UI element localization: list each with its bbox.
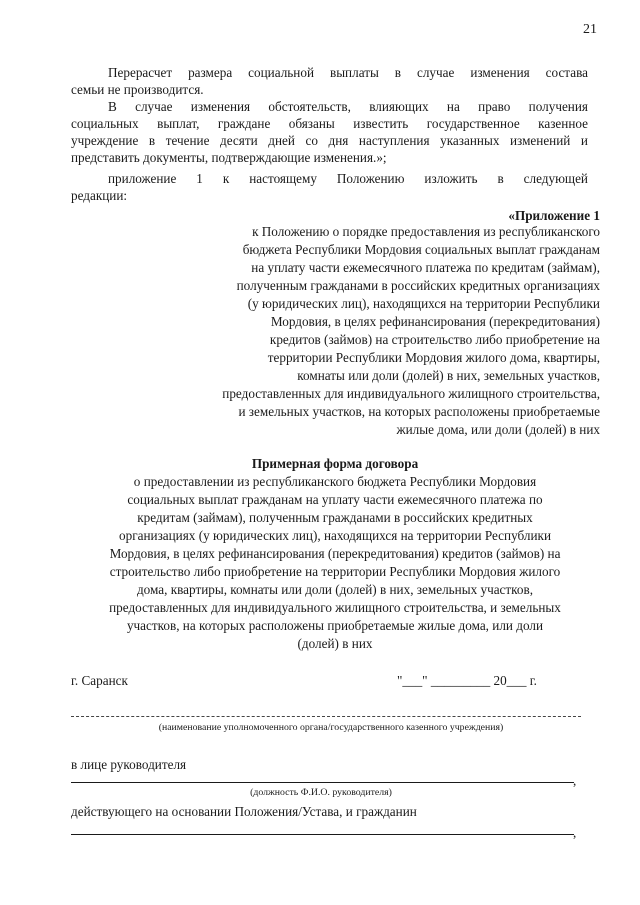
form-line: предоставленных для индивидуального жилищного строительства, и земельных	[109, 600, 561, 615]
paragraph-line: В случае изменения обстоятельств, влияющих на право получения	[108, 99, 588, 114]
appendix-title: «Приложение 1	[508, 208, 600, 223]
appendix-line: к Положению о порядке предоставления из республиканского	[252, 224, 600, 239]
paragraph-line: редакции:	[71, 188, 128, 203]
in-person-label: в лице руководителя	[71, 757, 187, 772]
paragraph-line: представить документы, подтверждающие изменения.»;	[71, 150, 387, 165]
appendix-line: кредитов (займов) на строительство либо приобретение на	[269, 332, 600, 347]
form-line: (долей) в них	[297, 636, 373, 651]
appendix-line: предоставленных для индивидуального жилищного строительства,	[222, 386, 600, 401]
appendix-line: территории Республики Мордовия жилого дома, квартиры,	[267, 350, 600, 365]
appendix-line: жилые дома, или доли (долей) в них	[396, 422, 600, 437]
form-line: кредитам (займам), полученным гражданами в российских кредитных	[137, 510, 533, 525]
page-number: 21	[583, 22, 597, 37]
appendix-line: (у юридических лиц), находящихся на территории Республики	[247, 296, 600, 311]
acting-basis-text: действующего на основании Положения/Устава, и гражданин	[71, 804, 417, 819]
paragraph-line: социальных выплат, граждане обязаны известить государственное казенное	[71, 116, 588, 131]
paragraph-line: приложение 1 к настоящему Положению изложить в следующей	[108, 171, 588, 186]
trailing-comma: ,	[573, 773, 577, 788]
appendix-line: полученным гражданами в российских кредитных организациях	[236, 278, 600, 293]
appendix-line: на уплату части ежемесячного платежа по кредитам (займам),	[251, 260, 600, 275]
organization-caption: (наименование уполномоченного органа/государственного казенного учреждения)	[158, 722, 504, 733]
organization-blank-line	[71, 716, 581, 717]
citizen-blank-line	[71, 834, 574, 835]
form-line: дома, квартиры, комнаты или доли (долей) в них, земельных участков,	[136, 582, 534, 597]
form-line: участков, на которых расположены приобретаемые жилые дома, или доли	[126, 618, 544, 633]
form-title: Примерная форма договора	[251, 456, 419, 471]
form-line: Мордовия, в целях рефинансирования (перекредитования) кредитов (займов) на	[109, 546, 561, 561]
date-field: "___" _________ 20___ г.	[397, 673, 537, 688]
paragraph-line: Перерасчет размера социальной выплаты в случае изменения состава	[108, 65, 588, 80]
paragraph-line: учреждение в течение десяти дней со дня наступления указанных изменений и	[71, 133, 588, 148]
position-caption: (должность Ф.И.О. руководителя)	[250, 787, 392, 798]
form-line: строительство либо приобретение на территории Республики Мордовия жилого	[109, 564, 561, 579]
appendix-line: Мордовия, в целях рефинансирования (перекредитования)	[270, 314, 600, 329]
position-blank-line	[71, 782, 574, 783]
appendix-line: комнаты или доли (долей) в них, земельных участков,	[297, 368, 600, 383]
form-line: организациях (у юридических лиц), находящихся на территории Республики	[119, 528, 551, 543]
city-label: г. Саранск	[71, 673, 128, 688]
appendix-line: бюджета Республики Мордовия социальных выплат гражданам	[242, 242, 600, 257]
appendix-line: и земельных участков, на которых расположены приобретаемые	[238, 404, 600, 419]
form-line: о предоставлении из республиканского бюджета Республики Мордовия	[133, 474, 537, 489]
paragraph-line: семьи не производится.	[71, 82, 204, 97]
trailing-comma: ,	[573, 825, 577, 840]
form-line: социальных выплат гражданам на уплату части ежемесячного платежа по	[127, 492, 543, 507]
